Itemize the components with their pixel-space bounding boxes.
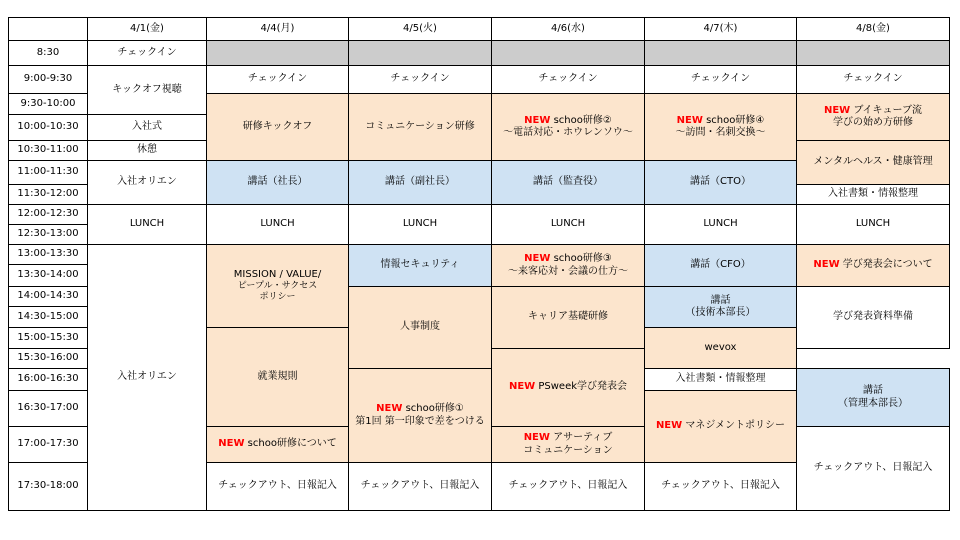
new-tag: NEW (218, 438, 245, 450)
time-row (9, 205, 950, 225)
time-label: 9:00-9:30 (9, 66, 88, 94)
new-tag: NEW (508, 381, 536, 393)
time-row (9, 41, 950, 66)
time-label: 15:00-15:30 (9, 328, 88, 349)
corner-cell (9, 18, 88, 41)
session-cell: NEW schoo研修について (207, 427, 349, 463)
session-cell: チェックアウト、日報記入 (207, 463, 349, 511)
new-tag: NEW (655, 420, 683, 432)
session-cell: NEW schoo研修④ ～訪問・名刺交換～ (645, 94, 797, 161)
time-label: 11:00-11:30 (9, 161, 88, 185)
session-cell: チェックイン (349, 66, 492, 94)
day-header: 4/4(月) (207, 18, 349, 41)
session-cell: キャリア基礎研修 (492, 287, 645, 349)
session-cell: 就業規則 (207, 328, 349, 427)
session-cell: チェックイン (645, 66, 797, 94)
blank-cell (645, 41, 797, 66)
session-cell: 人事制度 (349, 287, 492, 369)
blank-cell (492, 41, 645, 66)
session-cell: チェックアウト、日報記入 (492, 463, 645, 511)
new-tag: NEW (676, 114, 703, 126)
session-cell: 入社書類・情報整理 (797, 185, 950, 205)
day-header: 4/8(金) (797, 18, 950, 41)
session-cell: コミュニケーション研修 (349, 94, 492, 161)
session-cell: 入社オリエン (88, 161, 207, 205)
new-tag: NEW (823, 104, 851, 116)
session-cell: 講話（監査役） (492, 161, 645, 205)
session-cell: 入社式 (88, 115, 207, 141)
time-label: 10:30-11:00 (9, 141, 88, 161)
session-cell: 入社オリエン (88, 245, 207, 511)
time-label: 10:00-10:30 (9, 115, 88, 141)
session-cell: 講話 （技術本部長） (645, 287, 797, 328)
time-label: 17:30-18:00 (9, 463, 88, 511)
new-tag: NEW (813, 259, 840, 271)
new-tag: NEW (376, 403, 403, 414)
new-tag: NEW (524, 253, 551, 264)
session-cell: 講話（副社長） (349, 161, 492, 205)
session-cell: 入社書類・情報整理 (645, 369, 797, 391)
session-cell: NEW schoo研修③ ～来客応対・会議の仕方～ (492, 245, 645, 287)
session-cell: チェックアウト、日報記入 (349, 463, 492, 511)
day-header: 4/5(火) (349, 18, 492, 41)
time-row (9, 66, 950, 94)
session-cell: 講話 （管理本部長） (797, 369, 950, 427)
session-cell: キックオフ視聴 (88, 66, 207, 115)
time-label: 13:00-13:30 (9, 245, 88, 265)
blank-cell (349, 41, 492, 66)
session-cell: 講話（CFO） (645, 245, 797, 287)
time-label: 12:00-12:30 (9, 205, 88, 225)
time-label: 16:30-17:00 (9, 391, 88, 427)
session-cell: チェックイン (797, 66, 950, 94)
session-cell: チェックアウト、日報記入 (797, 427, 950, 511)
session-cell: LUNCH (88, 205, 207, 245)
session-cell: チェックイン (88, 41, 207, 66)
session-cell: メンタルヘルス・健康管理 (797, 141, 950, 185)
session-cell: 休憩 (88, 141, 207, 161)
time-label: 16:00-16:30 (9, 369, 88, 391)
session-cell: NEW schoo研修② ～電話対応・ホウレンソウ～ (492, 94, 645, 161)
time-label: 8:30 (9, 41, 88, 66)
time-label: 11:30-12:00 (9, 185, 88, 205)
time-label: 13:30-14:00 (9, 265, 88, 287)
session-cell: NEW マネジメントポリシー (645, 391, 797, 463)
session-cell: 講話（社長） (207, 161, 349, 205)
day-header: 4/1(金) (88, 18, 207, 41)
session-cell: LUNCH (797, 205, 950, 245)
time-label: 17:00-17:30 (9, 427, 88, 463)
time-label: 14:00-14:30 (9, 287, 88, 307)
blank-cell (797, 41, 950, 66)
time-row (9, 245, 950, 265)
session-cell: LUNCH (207, 205, 349, 245)
time-label: 15:30-16:00 (9, 349, 88, 369)
blank-cell (207, 41, 349, 66)
time-label: 12:30-13:00 (9, 225, 88, 245)
session-cell: LUNCH (492, 205, 645, 245)
session-cell: NEW 学び発表会について (797, 245, 950, 287)
session-cell: チェックイン (492, 66, 645, 94)
day-header: 4/7(木) (645, 18, 797, 41)
training-schedule-table (8, 17, 950, 511)
day-header: 4/6(水) (492, 18, 645, 41)
session-cell: チェックアウト、日報記入 (645, 463, 797, 511)
session-cell: NEW アサーティブ コミュニケーション (492, 427, 645, 463)
session-cell: チェックイン (207, 66, 349, 94)
session-cell: NEW schoo研修① 第1回 第一印象で差をつける (349, 369, 492, 463)
time-label: 9:30-10:00 (9, 94, 88, 115)
session-cell: wevox (645, 328, 797, 369)
session-cell: NEW PSweek学び発表会 (492, 349, 645, 427)
session-cell: LUNCH (645, 205, 797, 245)
session-cell: 情報セキュリティ (349, 245, 492, 287)
session-cell: MISSION / VALUE/ ピープル・サクセス ポリシー (207, 245, 349, 328)
session-cell: 研修キックオフ (207, 94, 349, 161)
session-cell: NEW ブイキューブ流 学びの始め方研修 (797, 94, 950, 141)
header-row (9, 18, 950, 41)
new-tag: NEW (524, 114, 551, 126)
session-cell: LUNCH (349, 205, 492, 245)
time-label: 14:30-15:00 (9, 307, 88, 328)
new-tag: NEW (523, 432, 550, 443)
session-cell: 学び発表資料準備 (797, 287, 950, 349)
session-cell: 講話（CTO） (645, 161, 797, 205)
